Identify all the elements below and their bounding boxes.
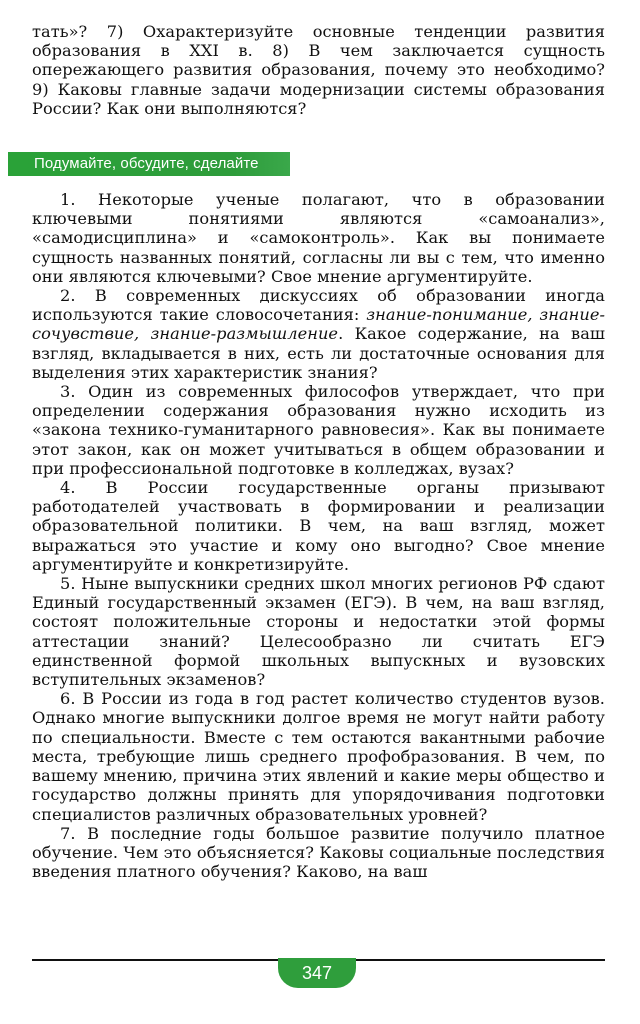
page-number: 347 [301, 963, 333, 983]
question-number: 1. [60, 190, 76, 209]
question-text: В России государственные органы призывают работодателей участвовать в формировании и реализации образовательной политики. В чем, на ваш взгляд, может выражаться это участие и кому оно выгодно? Свое мнение аргументируйте и конкретизируйте. [32, 478, 605, 574]
question-item [32, 190, 605, 286]
question-text: Ныне выпускники средних школ многих регионов РФ сдают Единый государственный экзамен (ЕГЭ). В чем, на ваш взгляд, состоят положительные стороны и недостатки этой формы аттестации знаний? Целесообразно ли считать ЕГЭ единственной формой школьных выпускных и вузовских вступительных экзаменов? [32, 574, 605, 690]
question-italic-terms: знание-понимание, знание-сочувствие, знание-размышление [32, 305, 606, 344]
question-number: 4. [60, 478, 76, 498]
question-number: 7. [60, 823, 76, 843]
question-number: 6. [60, 689, 76, 709]
question-number: 5. [60, 574, 76, 594]
section-heading-bar [8, 152, 290, 176]
question-item [32, 478, 605, 574]
intro-paragraph: тать»? 7) Охарактеризуйте основные тенденции развития образования в XXI в. 8) В чем заключается сущность опережающего развития образования, почему это необходимо? 9) Каковы главные задачи модернизации системы образования России? Как они выполняются? [32, 22, 605, 118]
question-text: В последние годы большое развитие получило платное обучение. Чем это объясняется? Каковы социальные последствия введения платного обучения? Каково, на ваш [32, 823, 605, 882]
question-item [32, 824, 605, 882]
question-item [32, 689, 605, 823]
question-item [32, 286, 605, 382]
question-item [32, 382, 605, 478]
question-text: Некоторые ученые полагают, что в образовании ключевыми понятиями являются «самоанализ», «самодисциплина» и «самоконтроль». Как вы понимаете сущность названных понятий, согласны ли вы с тем, что именно они являются ключевыми? Свое мнение аргументируйте. [32, 190, 606, 286]
question-text: Один из современных философов утверждает, что при определении содержания образования нужно исходить из «закона технико-гуманитарного равновесия». Как вы понимаете этот закон, как он может учитываться в общем образовании и при профессиональной подготовке в колледжах, вузах? [32, 382, 605, 478]
question-text: В современных дискуссиях об образовании иногда используются такие словосочетания: [32, 286, 605, 325]
question-text: В России из года в год растет количество студентов вузов. Однако многие выпускники долгое время не могут найти работу по специальности. Вместе с тем остаются вакантными рабочие места, требующие лишь среднего профобразования. В чем, по вашему мнению, причина этих явлений и какие меры общество и государство должны принять для упорядочивания подготовки специалистов различных образовательных уровней? [32, 689, 605, 824]
questions-list [32, 190, 605, 881]
section-heading: Подумайте, обсудите, сделайте [34, 155, 259, 172]
question-number: 2. [60, 286, 76, 306]
question-item [32, 574, 605, 689]
page-number-badge [278, 958, 356, 988]
question-number: 3. [60, 382, 76, 402]
question-text: . Какое содержание, на ваш взгляд, вкладывается в них, есть ли достаточные основания для выделения этих характеристик знания? [32, 324, 605, 382]
